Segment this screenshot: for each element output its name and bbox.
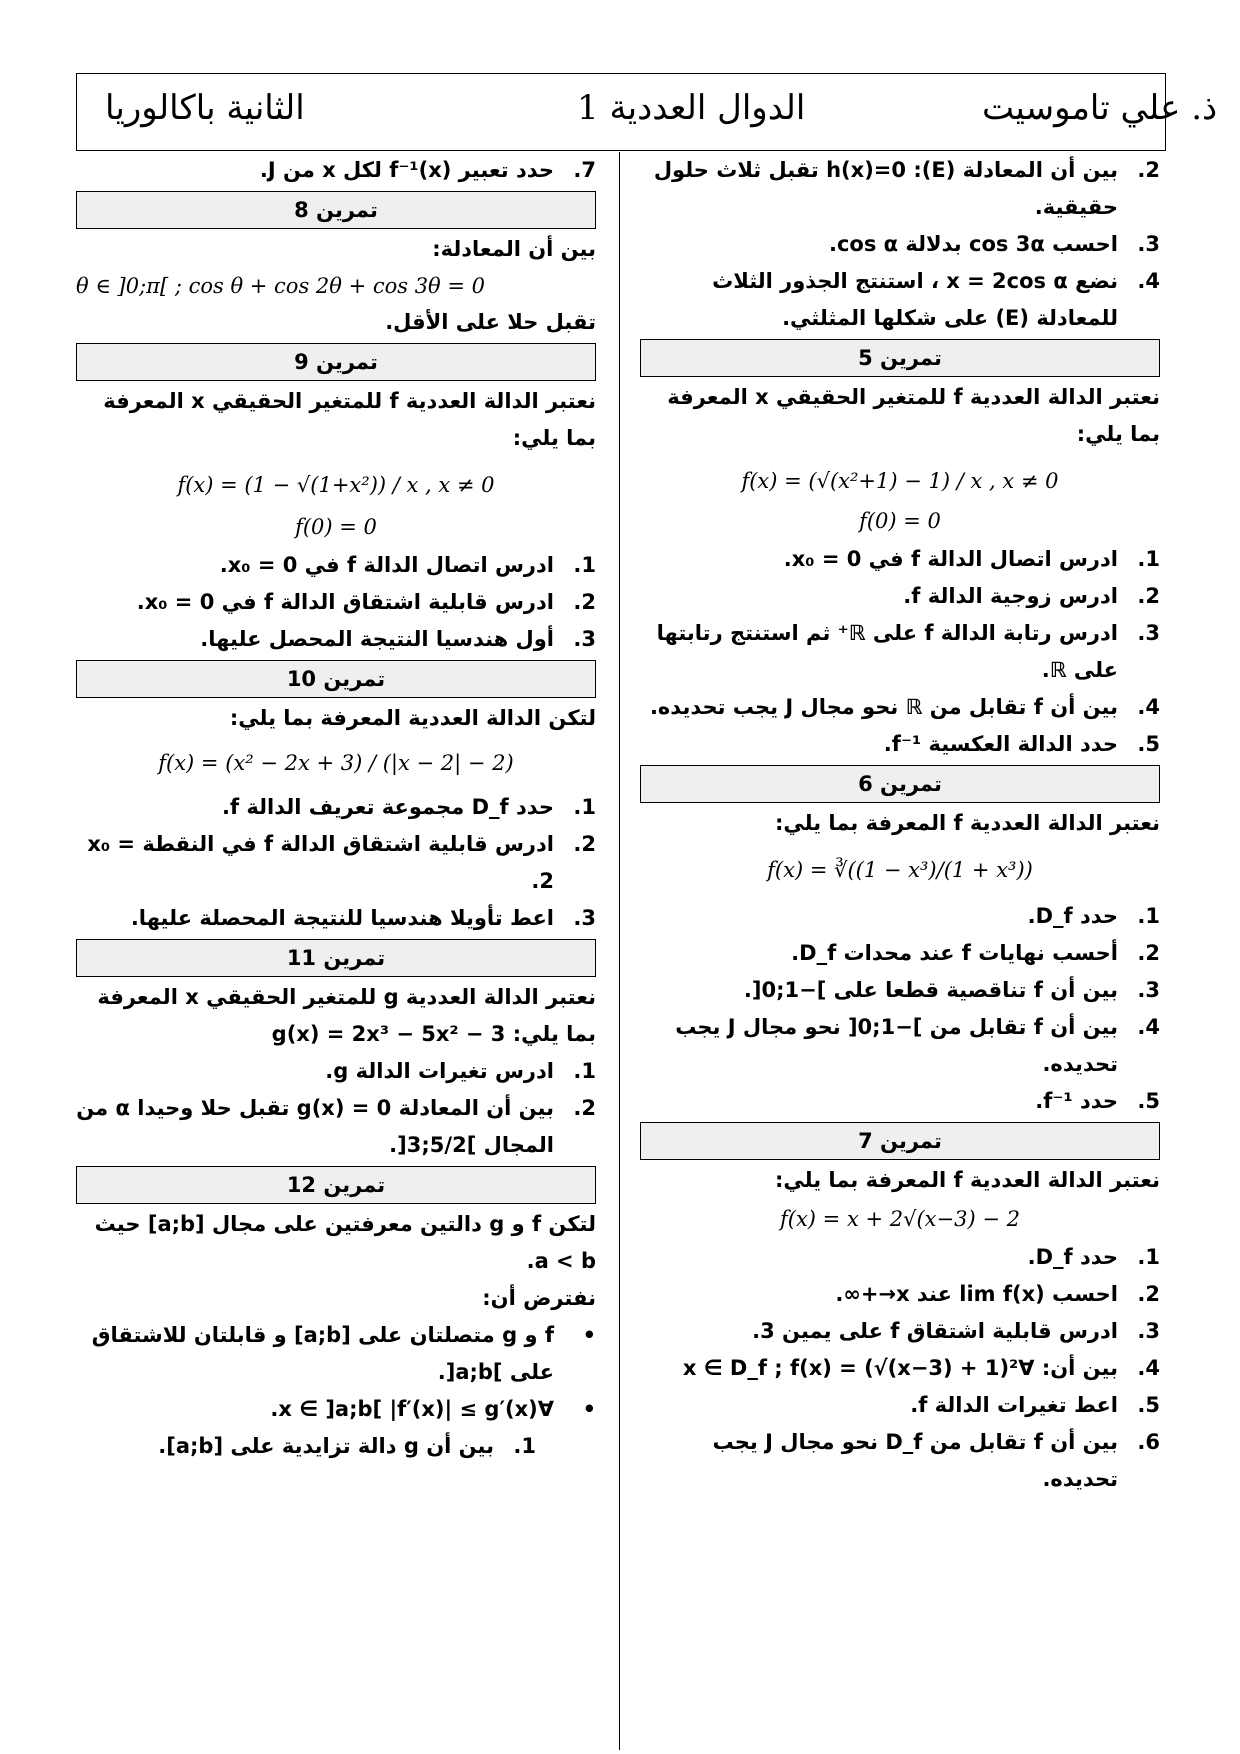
page-title: الدوال العددية 1 xyxy=(577,88,806,128)
exercise-8-intro: بين أن المعادلة: xyxy=(432,237,596,261)
exercise-9-title: تمرين 9 xyxy=(76,343,596,381)
column-divider xyxy=(619,152,620,1750)
left-column xyxy=(76,152,596,1465)
exercise-5-equation-2: f(0) = 0 xyxy=(859,509,941,533)
list-item: 2. ادرس قابلية اشتقاق الدالة f في النقطة x₀ = 2. xyxy=(87,832,596,893)
list-item: 3. ادرس رتابة الدالة f على ℝ⁺ ثم استنتج رتابتها على ℝ. xyxy=(656,621,1160,682)
item-text: احسب cos 3α بدلالة cos α. xyxy=(829,232,1118,256)
exercise-8-equation: θ ∈ ]0;π[ ; cos θ + cos 2θ + cos 3θ = 0 xyxy=(76,274,486,298)
teacher-name: ذ. علي تاموسيت xyxy=(982,88,1218,128)
exercise-9-equation-2: f(0) = 0 xyxy=(295,515,377,539)
list-item: 1. ادرس اتصال الدالة f في x₀ = 0. xyxy=(783,547,1160,571)
exercise-12-assumption-label: نفترض أن: xyxy=(482,1286,596,1310)
exercise-10-equation: f(x) = (x² − 2x + 3) / (|x − 2| − 2) xyxy=(158,751,514,775)
exercise-9-intro: نعتبر الدالة العددية f للمتغير الحقيقي x المعرفة بما يلي: xyxy=(103,389,596,450)
exercise-11-intro: نعتبر الدالة العددية g للمتغير الحقيقي x المعرفة بما يلي: g(x) = 2x³ − 5x² − 3 xyxy=(97,985,596,1046)
list-item: 2. احسب lim f(x) عند x→+∞. xyxy=(835,1282,1160,1306)
list-item: 5. اعط تغيرات الدالة f. xyxy=(910,1393,1160,1417)
list-item: 3. بين أن f تناقصية قطعا على ]−1;0[. xyxy=(743,978,1160,1002)
list-item: 3. اعط تأويلا هندسيا للنتيجة المحصلة عليها. xyxy=(130,906,596,930)
exercise-11-title: تمرين 11 xyxy=(76,939,596,977)
list-item: 2. بين أن المعادلة (E): h(x)=0 تقبل ثلاث حلول حقيقية. xyxy=(640,152,1160,226)
exercise-12-intro: لتكن f و g دالتين معرفتين على مجال [a;b] حيث a < b. xyxy=(94,1212,596,1273)
list-item: 1. حدد D_f مجموعة تعريف الدالة f. xyxy=(222,795,596,819)
page-header xyxy=(76,73,1218,151)
exercise-10-title: تمرين 10 xyxy=(76,660,596,698)
list-item: 4. نضع x = 2cos α ، استنتج الجذور الثلاث للمعادلة (E) على شكلها المثلثي. xyxy=(640,263,1160,337)
right-column xyxy=(640,152,1160,1498)
exercise-7-equation: f(x) = x + 2√(x−3) − 2 xyxy=(780,1207,1020,1231)
list-item: 1. ادرس اتصال الدالة f في x₀ = 0. xyxy=(219,553,596,577)
list-item: 2. بين أن المعادلة g(x) = 0 تقبل حلا وحيدا α من المجال ]5/2;3[. xyxy=(76,1096,596,1157)
list-item: 4. بين أن: ∀x ∈ D_f ; f(x) = (√(x−3) + 1)² xyxy=(682,1356,1160,1380)
list-item: 5. حدد f⁻¹. xyxy=(1035,1089,1160,1113)
exercise-5-equation-1: f(x) = (√(x²+1) − 1) / x , x ≠ 0 xyxy=(741,469,1059,493)
list-item: 1. ادرس تغيرات الدالة g. xyxy=(325,1059,596,1083)
exercise-6-title: تمرين 6 xyxy=(640,765,1160,803)
exercise-6-intro: نعتبر الدالة العددية f المعرفة بما يلي: xyxy=(775,811,1160,835)
list-item: 1. بين أن g دالة تزايدية على [a;b]. xyxy=(158,1434,536,1458)
bullet-item: • ∀x ∈ ]a;b[ |f′(x)| ≤ g′(x). xyxy=(270,1397,596,1421)
list-item: 2. أحسب نهايات f عند محدات D_f. xyxy=(791,941,1160,965)
list-item: 2. ادرس قابلية اشتقاق الدالة f في x₀ = 0. xyxy=(136,590,596,614)
exercise-7-title: تمرين 7 xyxy=(640,1122,1160,1160)
list-item: 4. بين أن f تقابل من ℝ نحو مجال J يجب تحديده. xyxy=(649,695,1160,719)
exercise-12-title: تمرين 12 xyxy=(76,1166,596,1204)
item-text: نضع x = 2cos α ، استنتج الجذور الثلاث للمعادلة (E) على شكلها المثلثي. xyxy=(712,269,1118,330)
list-item: 3. ادرس قابلية اشتقاق f على يمين 3. xyxy=(752,1319,1160,1343)
bullet-item: • f و g متصلتان على [a;b] و قابلتان للاشتقاق على ]a;b[. xyxy=(91,1323,596,1384)
exercise-8-outro: تقبل حلا على الأقل. xyxy=(385,310,596,334)
list-item: 4. بين أن f تقابل من ]−1;0[ نحو مجال J يجب تحديده. xyxy=(675,1015,1160,1076)
list-item: 7. حدد تعبير f⁻¹(x) لكل x من J. xyxy=(259,158,596,182)
exercise-9-equation-1: f(x) = (1 − √(1+x²)) / x , x ≠ 0 xyxy=(177,473,495,497)
list-item: 3. احسب cos 3α بدلالة cos α. xyxy=(640,226,1160,263)
exercise-7-intro: نعتبر الدالة العددية f المعرفة بما يلي: xyxy=(775,1168,1160,1192)
list-item: 5. حدد الدالة العكسية f⁻¹. xyxy=(883,732,1160,756)
list-item: 1. حدد D_f. xyxy=(1027,904,1160,928)
list-item: 3. أول هندسيا النتيجة المحصل عليها. xyxy=(200,627,596,651)
item-text: بين أن المعادلة (E): h(x)=0 تقبل ثلاث حلول حقيقية. xyxy=(653,158,1118,219)
exercise-10-intro: لتكن الدالة العددية المعرفة بما يلي: xyxy=(229,706,596,730)
exercise-8-title: تمرين 8 xyxy=(76,191,596,229)
list-item: 2. ادرس زوجية الدالة f. xyxy=(903,584,1160,608)
exercise-6-equation: f(x) = ∛((1 − x³)/(1 + x³)) xyxy=(767,858,1033,882)
list-item: 1. حدد D_f. xyxy=(1027,1245,1160,1269)
exercise-5-title: تمرين 5 xyxy=(640,339,1160,377)
level-label: الثانية باكالوريا xyxy=(105,88,305,128)
exercise-5-intro: نعتبر الدالة العددية f للمتغير الحقيقي x المعرفة بما يلي: xyxy=(667,385,1160,446)
list-item: 6. بين أن f تقابل من D_f نحو مجال J يجب تحديده. xyxy=(712,1430,1160,1491)
